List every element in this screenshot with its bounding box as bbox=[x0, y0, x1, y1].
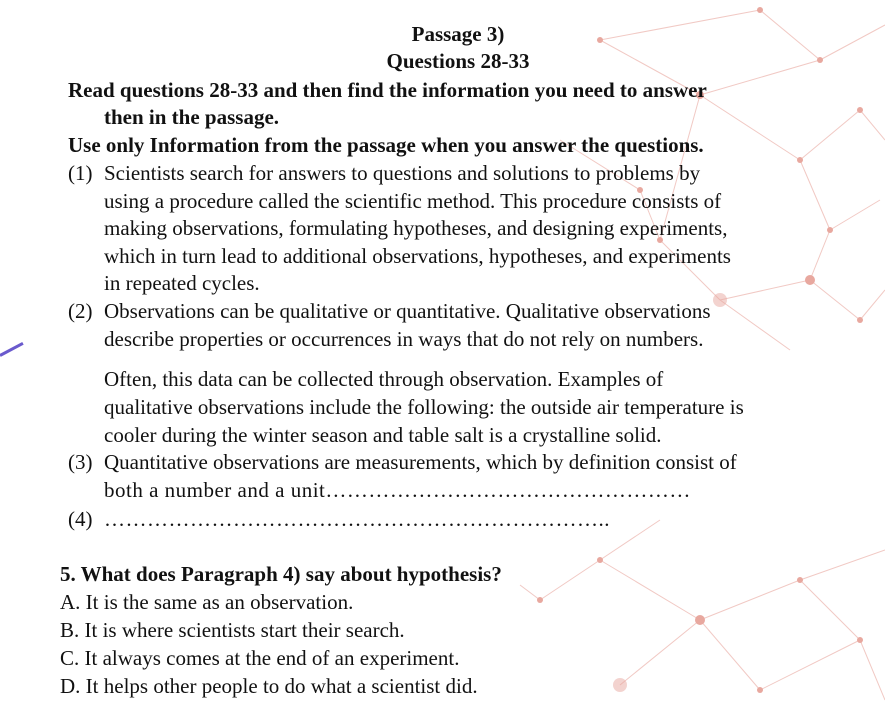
instruction-line-1: Read questions 28-33 and then find the information you need to answer bbox=[68, 78, 707, 102]
passage-title: Passage 3) bbox=[411, 22, 505, 46]
paragraph-1-line: Scientists search for answers to questions and solutions to problems by bbox=[104, 161, 701, 185]
paragraph-2-line: describe properties or occurrences in ways that do not rely on numbers. bbox=[104, 327, 704, 351]
paragraph-1-number: (1) bbox=[68, 161, 93, 185]
paragraph-1-line: using a procedure called the scientific method. This procedure consists of bbox=[104, 189, 722, 213]
paragraph-1-line: in repeated cycles. bbox=[104, 271, 260, 295]
answer-option-d: D. It helps other people to do what a scientist did. bbox=[60, 674, 478, 698]
paragraph-3-line: Quantitative observations are measurements, which by definition consist of bbox=[104, 450, 737, 474]
paragraph-2-line: Observations can be qualitative or quantitative. Qualitative observations bbox=[104, 299, 711, 323]
paragraph-2-number: (2) bbox=[68, 299, 93, 323]
paragraph-4-number: (4) bbox=[68, 507, 93, 531]
paragraph-3-line: both a number and a unit…………………………………………… bbox=[104, 478, 691, 502]
paragraph-1-line: making observations, formulating hypotheses, and designing experiments, bbox=[104, 216, 728, 240]
questions-range: Questions 28-33 bbox=[386, 49, 530, 73]
instruction-line-2: then in the passage. bbox=[104, 105, 280, 129]
paragraph-1-line: which in turn lead to additional observations, hypotheses, and experiments bbox=[104, 244, 731, 268]
answer-option-c: C. It always comes at the end of an experiment. bbox=[60, 646, 460, 670]
paragraph-3-number: (3) bbox=[68, 450, 93, 474]
paragraph-2-line: qualitative observations include the following: the outside air temperature is bbox=[104, 395, 744, 419]
answer-option-a: A. It is the same as an observation. bbox=[60, 590, 354, 614]
question-text: 5. What does Paragraph 4) say about hypothesis? bbox=[60, 562, 502, 586]
answer-option-b: B. It is where scientists start their search. bbox=[60, 618, 405, 642]
instruction-line-3: Use only Information from the passage when you answer the questions. bbox=[68, 133, 704, 157]
paragraph-4-line: …………………………………………………………….. bbox=[104, 507, 610, 531]
paragraph-2-line: cooler during the winter season and table salt is a crystalline solid. bbox=[104, 423, 662, 447]
paragraph-2-line: Often, this data can be collected through observation. Examples of bbox=[104, 367, 664, 391]
